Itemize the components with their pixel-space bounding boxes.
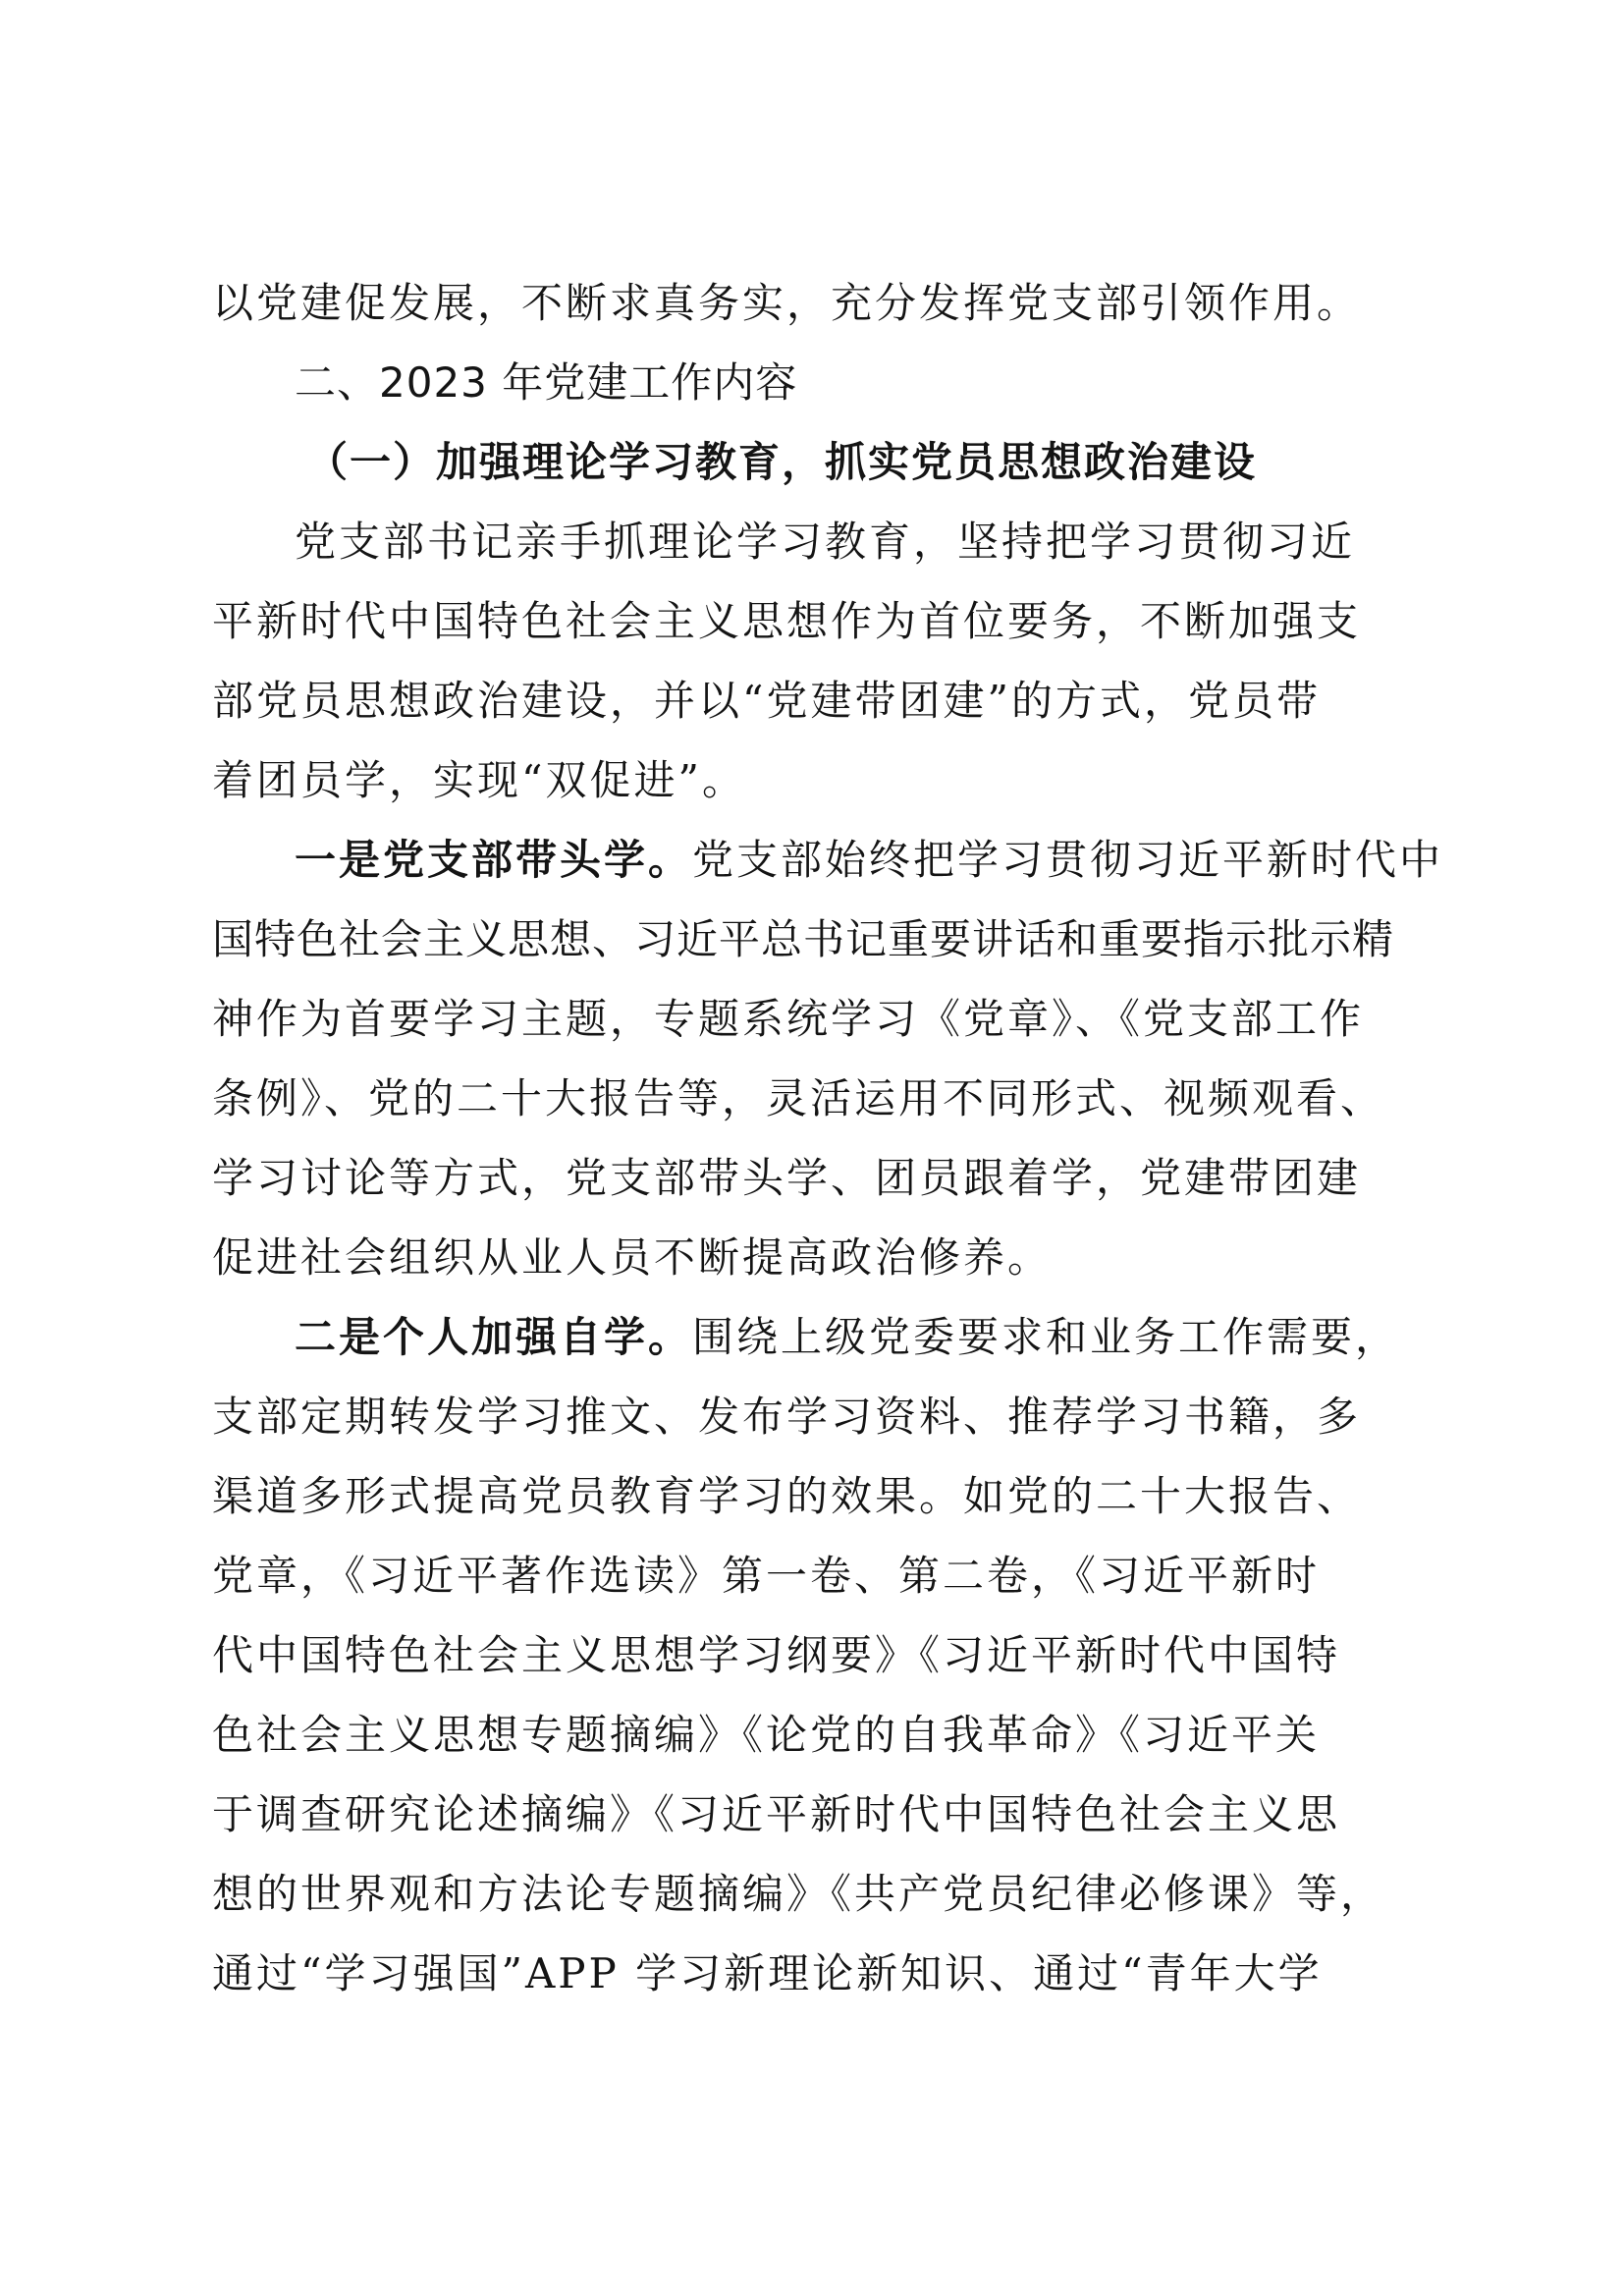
body-text-line: 部党员思想政治建设，并以“党建带团建”的方式，党员带 — [212, 677, 1321, 725]
body-text-line: 神作为首要学习主题，专题系统学习《党章》、《党支部工作 — [212, 995, 1365, 1043]
body-text-line: 代中国特色社会主义思想学习纲要》《习近平新时代中国特 — [212, 1631, 1341, 1679]
body-text-line: 国特色社会主义思想、习近平总书记重要讲话和重要指示批示精 — [212, 915, 1395, 963]
section-heading: 二、2023 年党建工作内容 — [295, 358, 798, 407]
body-text-line: 以党建促发展，不断求真务实，充分发挥党支部引领作用。 — [212, 279, 1362, 327]
body-text-line: 党章，《习近平著作选读》第一卷、第二卷，《习近平新时 — [212, 1552, 1321, 1600]
body-text-line: 着团员学，实现“双促进”。 — [212, 756, 746, 804]
paragraph-first-line — [212, 820, 1444, 900]
body-text-line: 条例》、党的二十大报告等，灵活运用不同形式、视频观看、 — [212, 1074, 1385, 1122]
body-text-line: 学习讨论等方式，党支部带头学、团员跟着学，党建带团建 — [212, 1154, 1362, 1202]
body-text-line: 色社会主义思想专题摘编》《论党的自我革命》《习近平关 — [212, 1711, 1321, 1759]
body-text-line: 支部定期转发学习推文、发布学习资料、推荐学习书籍，多 — [212, 1393, 1362, 1441]
paragraph-first-line — [212, 1297, 1415, 1377]
paragraph-lead: 二是个人加强自学。 — [295, 1313, 693, 1361]
body-text: 围绕上级党委要求和业务工作需要， — [692, 1313, 1400, 1361]
body-text-line: 渠道多形式提高党员教育学习的效果。如党的二十大报告、 — [212, 1472, 1362, 1520]
subsection-heading: （一）加强理论学习教育，抓实党员思想政治建设 — [306, 438, 1258, 486]
document-page — [212, 263, 1444, 2013]
body-text-line: 促进社会组织从业人员不断提高政治修养。 — [212, 1233, 1053, 1282]
body-text: 党支部始终把学习贯彻习近平新时代中 — [692, 836, 1444, 884]
paragraph-lead: 一是党支部带头学。 — [295, 836, 693, 884]
body-text-line: 党支部书记亲手抓理论学习教育，坚持把学习贯彻习近 — [295, 518, 1356, 566]
body-text-line: 于调查研究论述摘编》《习近平新时代中国特色社会主义思 — [212, 1790, 1341, 1838]
body-text-line: 平新时代中国特色社会主义思想作为首位要务，不断加强支 — [212, 597, 1362, 645]
body-text-line: 通过“学习强国”APP 学习新理论新知识、通过“青年大学 — [212, 1949, 1323, 1997]
body-text-line: 想的世界观和方法论专题摘编》《共产党员纪律必修课》等， — [212, 1870, 1385, 1918]
